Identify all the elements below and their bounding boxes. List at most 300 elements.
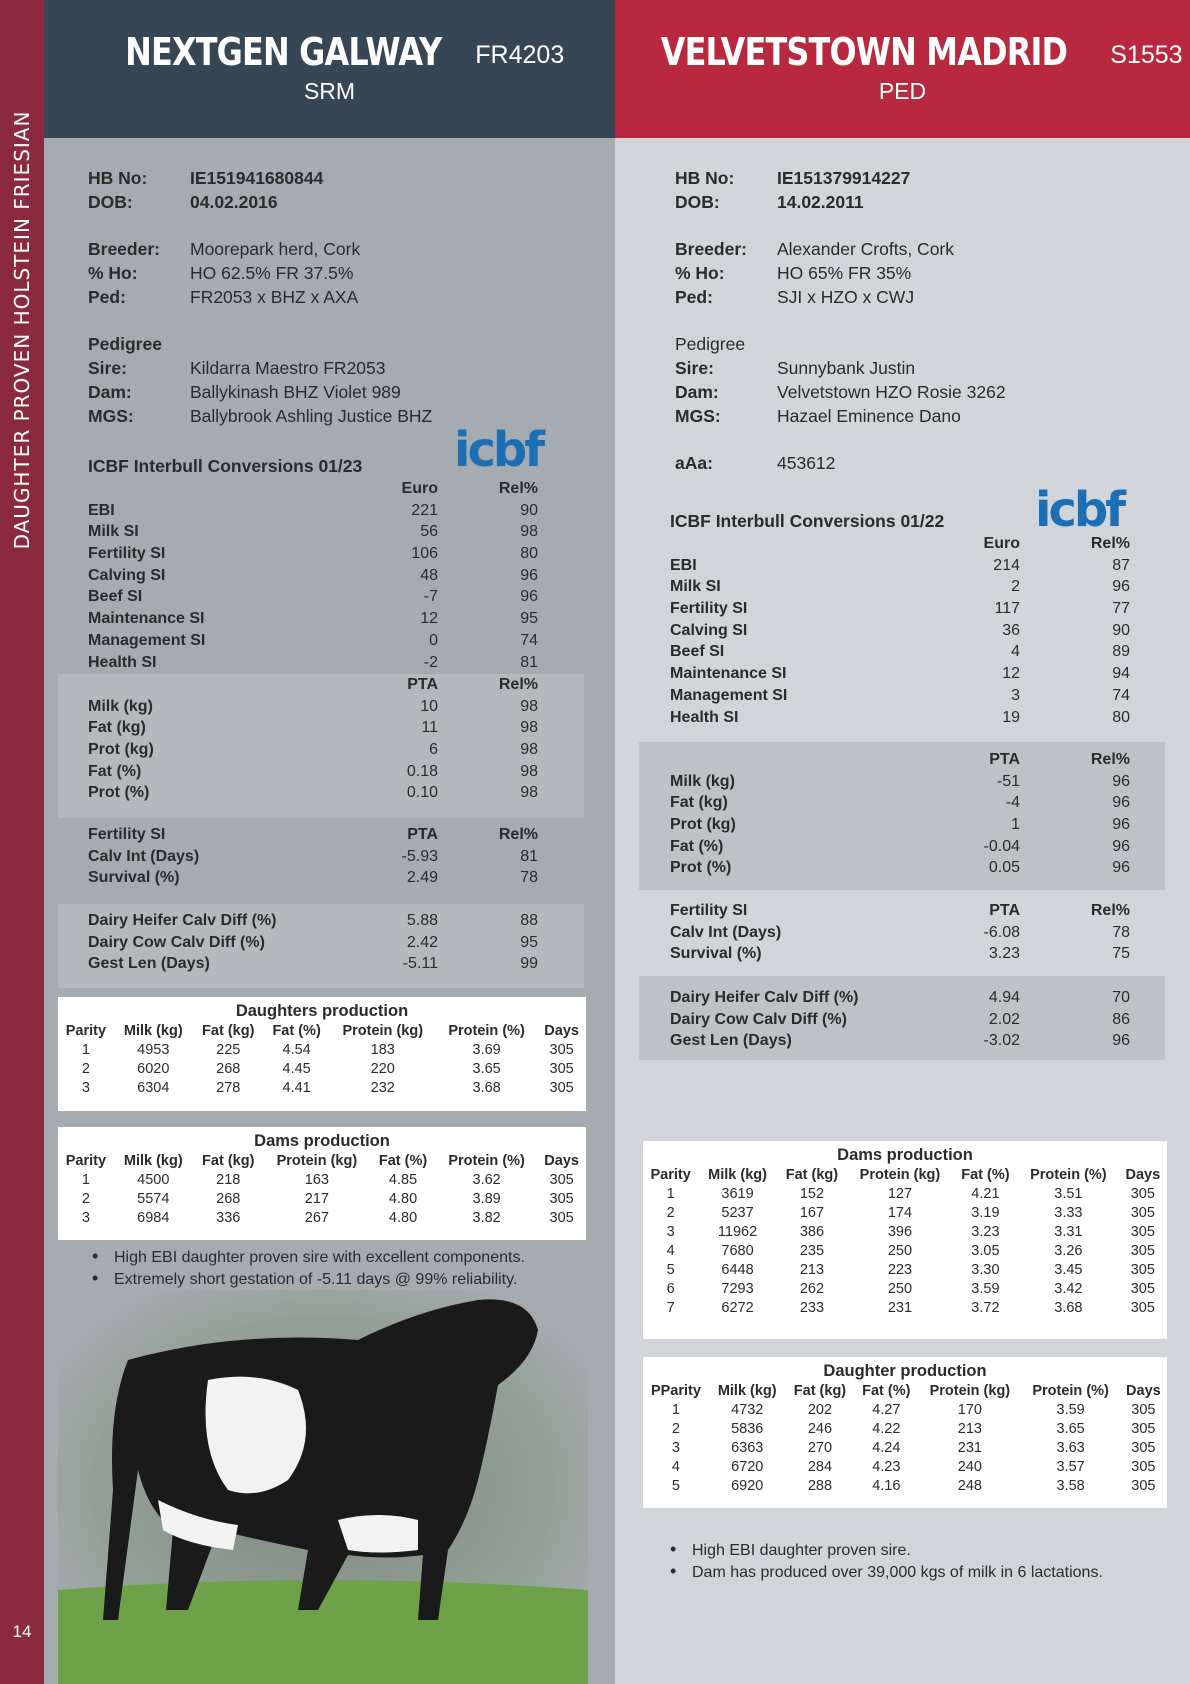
left-highlights <box>92 1245 525 1289</box>
stat-row <box>88 953 548 975</box>
stat-label: Milk (kg) <box>670 772 735 790</box>
table-row <box>58 1171 586 1190</box>
stat-value: -5.93 <box>401 847 438 865</box>
table-cell: 235 <box>799 1243 825 1259</box>
stat-row <box>88 630 548 652</box>
right-bull-column <box>615 0 1190 1684</box>
table-cell: 4953 <box>137 1042 170 1058</box>
table-row <box>643 1477 1167 1496</box>
stat-label: Prot (%) <box>670 859 732 877</box>
stat-row <box>670 620 1150 642</box>
stat-reliability: 94 <box>1112 665 1130 683</box>
table-cell: 305 <box>1131 1421 1156 1437</box>
stat-label: Calv Int (Days) <box>670 923 782 941</box>
table-cell: 6920 <box>731 1478 764 1494</box>
stat-reliability: 74 <box>520 631 538 649</box>
table-cell: 202 <box>807 1402 833 1418</box>
stat-label: Prot (%) <box>88 784 150 802</box>
hb-row: HB No: IE151379914227 <box>675 168 911 188</box>
highlight-item: • High EBI daughter proven sire with excellent components. <box>92 1245 525 1267</box>
breeder-value: Moorepark herd, Cork <box>190 239 361 259</box>
table-cell: 3 <box>666 1224 675 1240</box>
stat-row <box>670 1009 1150 1031</box>
table-cell: 225 <box>216 1042 241 1058</box>
dam-row: Dam: Velvetstown HZO Rosie 3262 <box>675 382 1006 402</box>
table-cell: 11962 <box>717 1224 758 1240</box>
table-cell: 2 <box>81 1191 90 1207</box>
si-table <box>670 533 1150 728</box>
stat-reliability: 98 <box>520 719 538 737</box>
stat-label: Dairy Heifer Calv Diff (%) <box>670 989 859 1006</box>
stat-reliability: 96 <box>1112 816 1130 834</box>
stat-row <box>88 739 548 761</box>
stat-row <box>88 586 548 608</box>
table-cell: 305 <box>1130 1224 1155 1240</box>
right-highlights <box>670 1538 1103 1582</box>
table-cell: 1 <box>666 1186 675 1202</box>
table-cell: 4.80 <box>388 1210 418 1226</box>
left-bull-header <box>44 0 615 138</box>
table-cell: 4 <box>671 1459 680 1475</box>
table-cell: 5237 <box>721 1205 754 1221</box>
table-cell: 305 <box>549 1061 574 1077</box>
stat-value: 2 <box>1011 578 1020 596</box>
ho-value: HO 65% FR 35% <box>777 263 912 283</box>
stat-row <box>670 598 1150 620</box>
stat-reliability: 90 <box>520 501 538 519</box>
daughter-production-table <box>643 1357 1167 1508</box>
table-cell: 4.24 <box>872 1440 901 1456</box>
breeder-value: Alexander Crofts, Cork <box>777 239 955 259</box>
breeder-row: Breeder: Moorepark herd, Cork <box>88 239 361 259</box>
stat-value: 106 <box>411 545 438 563</box>
table-cell: 3.58 <box>1056 1478 1085 1494</box>
stat-label: Milk SI <box>88 523 139 541</box>
dob-value: 04.02.2016 <box>190 192 278 212</box>
table-row <box>58 1041 586 1060</box>
table-cell: 3.69 <box>472 1042 501 1058</box>
stat-value: -3.02 <box>983 1032 1020 1050</box>
pta-table <box>670 749 1150 879</box>
table-cell: 3.59 <box>971 1281 1000 1297</box>
aaa-value: 453612 <box>777 453 836 473</box>
table-cell: 3.05 <box>971 1243 1000 1259</box>
column-header: PParity <box>650 1383 701 1399</box>
column-header: Days <box>544 1153 579 1169</box>
stat-reliability: 96 <box>1112 794 1130 812</box>
stat-value: -6.08 <box>983 923 1020 941</box>
table-cell: 3.68 <box>472 1080 501 1096</box>
table-cell: 3.65 <box>1056 1421 1085 1437</box>
table-cell: 305 <box>1131 1402 1156 1418</box>
stat-row <box>88 782 548 804</box>
stat-label: Prot (kg) <box>670 816 736 834</box>
table-cell: 270 <box>807 1440 833 1456</box>
column-header: Fat (%) <box>961 1167 1010 1183</box>
stat-row <box>670 792 1150 814</box>
stat-reliability: 98 <box>520 784 538 802</box>
stat-label: Fertility SI <box>670 600 748 618</box>
stat-label: Management SI <box>88 631 206 649</box>
ped-row: Ped: FR2053 x BHZ x AXA <box>88 287 359 307</box>
table-cell: 4.85 <box>388 1172 418 1188</box>
table-cell: 3.59 <box>1056 1402 1085 1418</box>
table-cell: 3619 <box>721 1186 754 1202</box>
stat-reliability: 95 <box>520 610 538 628</box>
table-cell: 305 <box>549 1080 574 1096</box>
table-cell: 1 <box>671 1402 680 1418</box>
table-cell: 2 <box>671 1421 680 1437</box>
stat-value: 214 <box>993 556 1020 574</box>
stat-value: 3.23 <box>988 945 1020 963</box>
stat-label: EBI <box>670 556 697 574</box>
fertility-table <box>670 900 1150 965</box>
stat-value: 10 <box>420 697 438 715</box>
stat-value: 6 <box>429 741 438 759</box>
table-cell: 170 <box>957 1402 982 1418</box>
table-header-row <box>58 1152 586 1171</box>
dams-production-title: Dams production <box>837 1146 973 1164</box>
right-bull-info <box>675 166 1006 475</box>
table-cell: 217 <box>304 1191 329 1207</box>
stat-reliability: 98 <box>520 741 538 759</box>
left-bull-column <box>44 0 615 1684</box>
stat-label: Fat (%) <box>670 837 724 855</box>
sire-row: Sire: Kildarra Maestro FR2053 <box>88 358 386 378</box>
table-cell: 3.26 <box>1054 1243 1083 1259</box>
ped-value: SJI x HZO x CWJ <box>777 287 915 307</box>
stat-value: 117 <box>994 600 1020 618</box>
table-cell: 232 <box>370 1080 395 1096</box>
stat-label: EBI <box>88 501 115 519</box>
column-header: Protein (%) <box>1030 1167 1107 1183</box>
column-header: Fat (kg) <box>785 1167 839 1183</box>
left-bull-code: FR4203 <box>475 41 565 69</box>
hb-row: HB No: IE151941680844 <box>88 168 324 188</box>
column-header: Protein (%) <box>448 1023 525 1039</box>
stat-row <box>88 608 548 630</box>
table-cell: 6448 <box>721 1262 754 1278</box>
stat-row <box>88 565 548 587</box>
calving-table <box>670 987 1150 1052</box>
pedigree-heading: Pedigree <box>88 334 162 354</box>
si-header-row: Euro Rel% <box>983 535 1130 552</box>
stat-label: Survival (%) <box>88 869 180 887</box>
table-cell: 163 <box>304 1172 329 1188</box>
table-row <box>58 1060 586 1079</box>
conversions-title: ICBF Interbull Conversions 01/23 <box>88 456 363 476</box>
stat-row <box>670 641 1150 663</box>
column-header: Parity <box>65 1153 107 1169</box>
table-cell: 4.45 <box>282 1061 311 1077</box>
table-cell: 396 <box>887 1224 913 1240</box>
table-cell: 167 <box>799 1205 825 1221</box>
hb-number: IE151379914227 <box>777 168 911 188</box>
left-bull-info <box>88 166 432 428</box>
table-header-row <box>58 1022 586 1041</box>
daughter-production-title: Daughter production <box>823 1362 987 1380</box>
ped-row: Ped: SJI x HZO x CWJ <box>675 287 915 307</box>
table-cell: 223 <box>887 1262 913 1278</box>
stat-label: Gest Len (Days) <box>88 955 210 973</box>
table-cell: 4.54 <box>282 1042 311 1058</box>
table-cell: 262 <box>799 1281 825 1297</box>
table-cell: 305 <box>1130 1300 1155 1316</box>
table-row <box>58 1079 586 1098</box>
stat-row <box>88 846 548 868</box>
column-header: Days <box>544 1023 579 1039</box>
column-header: Protein (kg) <box>859 1167 941 1183</box>
mgs-row: MGS: Hazael Eminence Dano <box>675 406 961 426</box>
table-row <box>643 1261 1167 1280</box>
table-cell: 268 <box>216 1191 241 1207</box>
table-cell: 213 <box>957 1421 982 1437</box>
table-cell: 2 <box>81 1061 90 1077</box>
stat-value: 221 <box>411 501 438 519</box>
stat-label: Fertility SI <box>88 545 166 563</box>
column-header: Fat (kg) <box>793 1383 847 1399</box>
column-header: Fat (%) <box>378 1153 428 1169</box>
page-number: 14 <box>12 1622 32 1641</box>
stat-value: 3 <box>1011 686 1020 704</box>
stat-row <box>88 867 548 889</box>
table-cell: 288 <box>807 1478 833 1494</box>
stat-value: 12 <box>420 610 438 628</box>
stat-value: 19 <box>1002 708 1020 726</box>
stat-value: -7 <box>423 588 438 606</box>
dam-row: Dam: Ballykinash BHZ Violet 989 <box>88 382 401 402</box>
stat-reliability: 96 <box>1112 772 1130 790</box>
stat-label: Dairy Heifer Calv Diff (%) <box>88 912 277 929</box>
cow-photo <box>58 1290 588 1684</box>
table-row <box>643 1280 1167 1299</box>
stat-label: Health SI <box>88 653 157 671</box>
stat-row <box>88 910 548 932</box>
table-cell: 284 <box>807 1459 833 1475</box>
conversions-title: ICBF Interbull Conversions 01/22 <box>670 511 945 531</box>
column-header: Fat (%) <box>862 1383 911 1399</box>
table-cell: 3.82 <box>472 1210 501 1226</box>
dam-value: Velvetstown HZO Rosie 3262 <box>777 382 1006 402</box>
daughters-production-table <box>58 997 586 1111</box>
table-cell: 3.30 <box>971 1262 1000 1278</box>
right-bull-header <box>615 0 1190 138</box>
stat-reliability: 78 <box>1112 923 1130 941</box>
table-cell: 233 <box>799 1300 825 1316</box>
table-cell: 127 <box>887 1186 913 1202</box>
stat-value: 5.88 <box>406 912 438 929</box>
table-cell: 3.45 <box>1054 1262 1083 1278</box>
highlight-item: • Extremely short gestation of -5.11 days @ 99% reliability. <box>92 1267 525 1289</box>
pta-header-row: PTA Rel% <box>407 676 538 693</box>
table-cell: 3.51 <box>1054 1186 1083 1202</box>
table-cell: 5 <box>666 1262 675 1278</box>
daughters-production-title: Daughters production <box>235 1002 409 1020</box>
stat-reliability: 81 <box>520 653 538 671</box>
stat-reliability: 77 <box>1112 600 1130 618</box>
table-cell: 3.72 <box>971 1300 1000 1316</box>
column-header: Protein (%) <box>1032 1383 1109 1399</box>
stat-reliability: 90 <box>1112 621 1130 639</box>
stat-label: Health SI <box>670 708 739 726</box>
ho-value: HO 62.5% FR 37.5% <box>190 263 354 283</box>
stat-reliability: 96 <box>520 588 538 606</box>
table-cell: 1 <box>81 1042 90 1058</box>
stat-reliability: 96 <box>520 566 538 584</box>
stat-label: Calving SI <box>670 621 748 639</box>
stat-reliability: 96 <box>1112 837 1130 855</box>
table-cell: 336 <box>216 1210 241 1226</box>
stat-row <box>670 836 1150 858</box>
stat-label: Prot (kg) <box>88 741 154 759</box>
dams-production-table <box>643 1141 1167 1339</box>
column-header: Milk (kg) <box>123 1023 183 1039</box>
table-cell: 305 <box>549 1210 574 1226</box>
dob-row: DOB: 04.02.2016 <box>88 192 278 212</box>
stat-row <box>670 663 1150 685</box>
table-cell: 305 <box>1130 1262 1155 1278</box>
stat-label: Calving SI <box>88 566 166 584</box>
stat-label: Beef SI <box>670 643 725 661</box>
highlight-item: • Dam has produced over 39,000 kgs of milk in 6 lactations. <box>670 1560 1103 1582</box>
table-cell: 3 <box>81 1210 90 1226</box>
stat-label: Management SI <box>670 686 788 704</box>
stat-value: 1 <box>1011 816 1020 834</box>
stat-reliability: 70 <box>1112 989 1130 1006</box>
stat-row <box>670 857 1150 879</box>
ped-value: FR2053 x BHZ x AXA <box>190 287 359 307</box>
stat-label: Fat (kg) <box>88 719 146 737</box>
column-header: Fat (%) <box>272 1023 321 1039</box>
stat-reliability: 98 <box>520 523 538 541</box>
table-cell: 6272 <box>721 1300 754 1316</box>
table-cell: 386 <box>799 1224 825 1240</box>
stat-row <box>670 987 1150 1009</box>
pta-header-row: PTA Rel% <box>989 751 1130 768</box>
table-row <box>643 1458 1167 1477</box>
table-cell: 4 <box>666 1243 675 1259</box>
dams-production-table <box>58 1127 586 1240</box>
stat-reliability: 96 <box>1112 859 1130 877</box>
table-cell: 305 <box>1131 1459 1156 1475</box>
dam-value: Ballykinash BHZ Violet 989 <box>190 382 401 402</box>
stat-row <box>670 707 1150 729</box>
table-cell: 305 <box>549 1042 574 1058</box>
stat-value: 11 <box>421 719 438 737</box>
table-cell: 231 <box>957 1440 982 1456</box>
table-cell: 1 <box>81 1172 90 1188</box>
stat-label: Survival (%) <box>670 945 762 963</box>
table-cell: 3.19 <box>971 1205 1000 1221</box>
table-cell: 2 <box>666 1205 675 1221</box>
column-header: Parity <box>650 1167 691 1183</box>
side-bar <box>0 0 44 1684</box>
sire-row: Sire: Sunnybank Justin <box>675 358 916 378</box>
breeder-row: Breeder: Alexander Crofts, Cork <box>675 239 955 259</box>
calving-table <box>88 910 548 975</box>
table-cell: 305 <box>1130 1243 1155 1259</box>
stat-value: 2.42 <box>406 933 438 951</box>
aaa-row: aAa: 453612 <box>675 453 836 473</box>
table-cell: 305 <box>1130 1205 1155 1221</box>
table-cell: 305 <box>1131 1478 1156 1494</box>
stat-row <box>670 814 1150 836</box>
stat-label: Dairy Cow Calv Diff (%) <box>670 1010 847 1028</box>
table-cell: 246 <box>807 1421 833 1437</box>
table-cell: 213 <box>799 1262 825 1278</box>
stat-label: Dairy Cow Calv Diff (%) <box>88 933 265 951</box>
stat-row <box>88 696 548 718</box>
table-cell: 7680 <box>721 1243 754 1259</box>
stat-reliability: 98 <box>520 762 538 780</box>
table-cell: 6720 <box>731 1459 764 1475</box>
column-header: Days <box>1126 1383 1161 1399</box>
table-row <box>643 1299 1167 1318</box>
table-row <box>643 1185 1167 1204</box>
table-row <box>643 1204 1167 1223</box>
table-cell: 4.21 <box>971 1186 1000 1202</box>
table-cell: 3.33 <box>1054 1205 1083 1221</box>
side-bar-text: DAUGHTER PROVEN HOLSTEIN FRIESIAN <box>10 110 34 550</box>
table-cell: 218 <box>216 1172 241 1188</box>
stat-row <box>670 1030 1150 1052</box>
table-cell: 3 <box>671 1440 680 1456</box>
stat-reliability: 96 <box>1112 578 1130 596</box>
table-cell: 3.57 <box>1056 1459 1085 1475</box>
si-table <box>88 478 548 673</box>
stat-reliability: 98 <box>520 697 538 715</box>
dams-production-title: Dams production <box>254 1132 390 1150</box>
icbf-logo: icbf <box>1035 482 1124 538</box>
table-cell: 3.63 <box>1056 1440 1085 1456</box>
highlight-item: • High EBI daughter proven sire. <box>670 1538 1103 1560</box>
sire-value: Sunnybank Justin <box>777 358 916 378</box>
stat-row <box>88 652 548 674</box>
stat-reliability: 99 <box>520 955 538 973</box>
table-cell: 3.89 <box>472 1191 501 1207</box>
table-cell: 268 <box>216 1061 241 1077</box>
stat-label: Milk SI <box>670 578 721 596</box>
stat-row <box>88 543 548 565</box>
table-cell: 305 <box>549 1191 574 1207</box>
stat-reliability: 80 <box>1112 708 1130 726</box>
stat-label: Beef SI <box>88 588 143 606</box>
table-cell: 4.22 <box>872 1421 901 1437</box>
table-cell: 4.27 <box>872 1402 901 1418</box>
stat-row <box>88 521 548 543</box>
si-header-row: Euro Rel% <box>401 480 538 497</box>
table-cell: 305 <box>1130 1186 1155 1202</box>
table-cell: 5574 <box>137 1191 170 1207</box>
table-cell: 3.31 <box>1054 1224 1083 1240</box>
mgs-value: Hazael Eminence Dano <box>777 406 961 426</box>
stat-row <box>88 717 548 739</box>
right-bull-code: S1553 <box>1110 41 1183 69</box>
stat-row <box>670 943 1150 965</box>
stat-label: Calv Int (Days) <box>88 847 200 865</box>
table-cell: 183 <box>370 1042 395 1058</box>
stat-reliability: 81 <box>520 847 538 865</box>
table-cell: 250 <box>887 1281 913 1297</box>
stat-value: 0.05 <box>988 859 1020 877</box>
table-cell: 231 <box>887 1300 913 1316</box>
table-cell: 6 <box>666 1281 675 1297</box>
table-cell: 4732 <box>731 1402 764 1418</box>
table-cell: 7 <box>666 1300 675 1316</box>
table-cell: 305 <box>1130 1281 1155 1297</box>
pedigree-heading: Pedigree <box>675 334 746 354</box>
stat-value: -4 <box>1005 794 1020 812</box>
